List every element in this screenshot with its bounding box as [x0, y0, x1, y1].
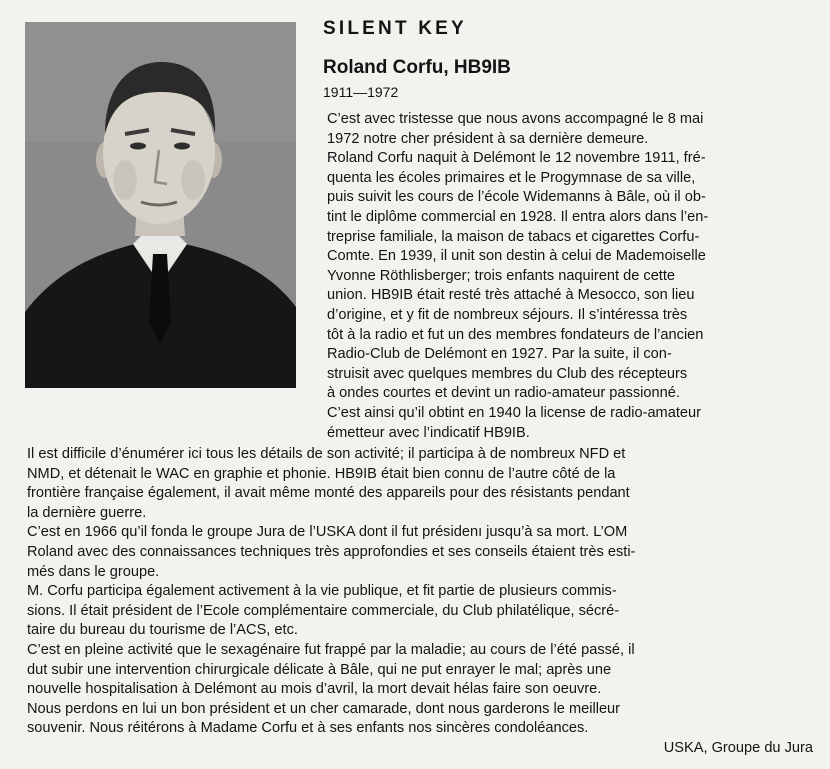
- text-line: la dernière guerre.: [27, 504, 147, 521]
- body-text-right-column: [327, 110, 811, 443]
- text-line: Il est difficile d’énumérer ici tous les détails de son activité; il participa à de nombreux NFD et: [27, 446, 626, 462]
- text-line: puis suivit les cours de l’école Widemanns à Bâle, où il ob-: [327, 189, 706, 206]
- text-line: C’est en pleine activité que le sexagénaire fut frappé par la maladie; au cours de l’été passé, il: [27, 641, 635, 658]
- text-line: à ondes courtes et devint un radio-amateur passionné.: [327, 385, 680, 402]
- text-line: nouvelle hospitalisation à Delémont au mois d’avril, la mort devait hélas faire son oeuvre.: [27, 681, 602, 698]
- text-line: C’est avec tristesse que nous avons accompagné le 8 mai: [327, 111, 704, 127]
- text-line: Roland Corfu naquit à Delémont le 12 novembre 1911, fré-: [327, 150, 706, 167]
- obituary-name: Roland Corfu, HB9IB: [323, 57, 511, 78]
- text-line: quenta les écoles primaires et le Progymnase de sa ville,: [327, 169, 696, 186]
- text-line: C’est ainsi qu’il obtint en 1940 la license de radio-amateur: [327, 404, 701, 421]
- text-line: Radio-Club de Delémont en 1927. Par la suite, il con-: [327, 346, 672, 363]
- text-line: taire du bureau du tourisme de l’ACS, etc.: [27, 622, 298, 639]
- text-line: M. Corfu participa également activement à la vie publique, et fit partie de plusieurs commis-: [27, 583, 617, 600]
- text-line: dut subir une intervention chirurgicale délicate à Bâle, qui ne put enrayer le mal; après une: [27, 661, 612, 678]
- text-line: union. HB9IB était resté très attaché à Mesocco, son lieu: [327, 287, 695, 304]
- section-heading: SILENT KEY: [323, 18, 467, 39]
- life-years: 1911—1972: [323, 84, 399, 100]
- text-line: NMD, et détenait le WAC en graphie et phonie. HB9IB était bien connu de l’autre côté de la: [27, 465, 616, 482]
- text-line: tint le diplôme commercial en 1928. Il entra alors dans l’en-: [327, 208, 709, 225]
- text-line: souvenir. Nous réitérons à Madame Corfu et à ses enfants nos sincères condoléances.: [27, 720, 589, 737]
- body-text-full-width: [27, 445, 813, 739]
- text-line: sions. Il était président de l’Ecole complémentaire commerciale, du Club philatélique, sécré-: [27, 602, 620, 619]
- signature: USKA, Groupe du Jura: [663, 740, 813, 756]
- portrait-icon: [25, 22, 296, 388]
- text-line: Nous perdons en lui un bon président et un cher camarade, dont nous garderons le meilleur: [27, 700, 621, 717]
- text-line: struisit avec quelques membres du Club des récepteurs: [327, 365, 688, 382]
- text-line: frontière française également, il avait même monté des appareils pour des résistants pendant: [27, 485, 630, 502]
- text-line: treprise familiale, la maison de tabacs et cigarettes Corfu-: [327, 228, 700, 245]
- text-line: més dans le groupe.: [27, 563, 160, 580]
- portrait-photo: [25, 22, 296, 388]
- text-line: Roland avec des connaissances techniques très approfondies et ses conseils étaient très esti-: [27, 543, 636, 560]
- text-line: C’est en 1966 qu’il fonda le groupe Jura de l’USKA dont il fut présidenı jusqu’à sa mort. L’OM: [27, 524, 628, 541]
- text-line: tôt à la radio et fut un des membres fondateurs de l’ancien: [327, 326, 704, 343]
- text-line: d’origine, et y fit de nombreux séjours. Il s’intéressa très: [327, 306, 688, 323]
- text-line: Comte. En 1939, il unit son destin à celui de Mademoiselle: [327, 248, 706, 265]
- text-line: 1972 notre cher président à sa dernière demeure.: [327, 130, 649, 147]
- text-line: émetteur avec l’indicatif HB9IB.: [327, 424, 530, 441]
- text-line: Yvonne Röthlisberger; trois enfants naquirent de cette: [327, 267, 676, 284]
